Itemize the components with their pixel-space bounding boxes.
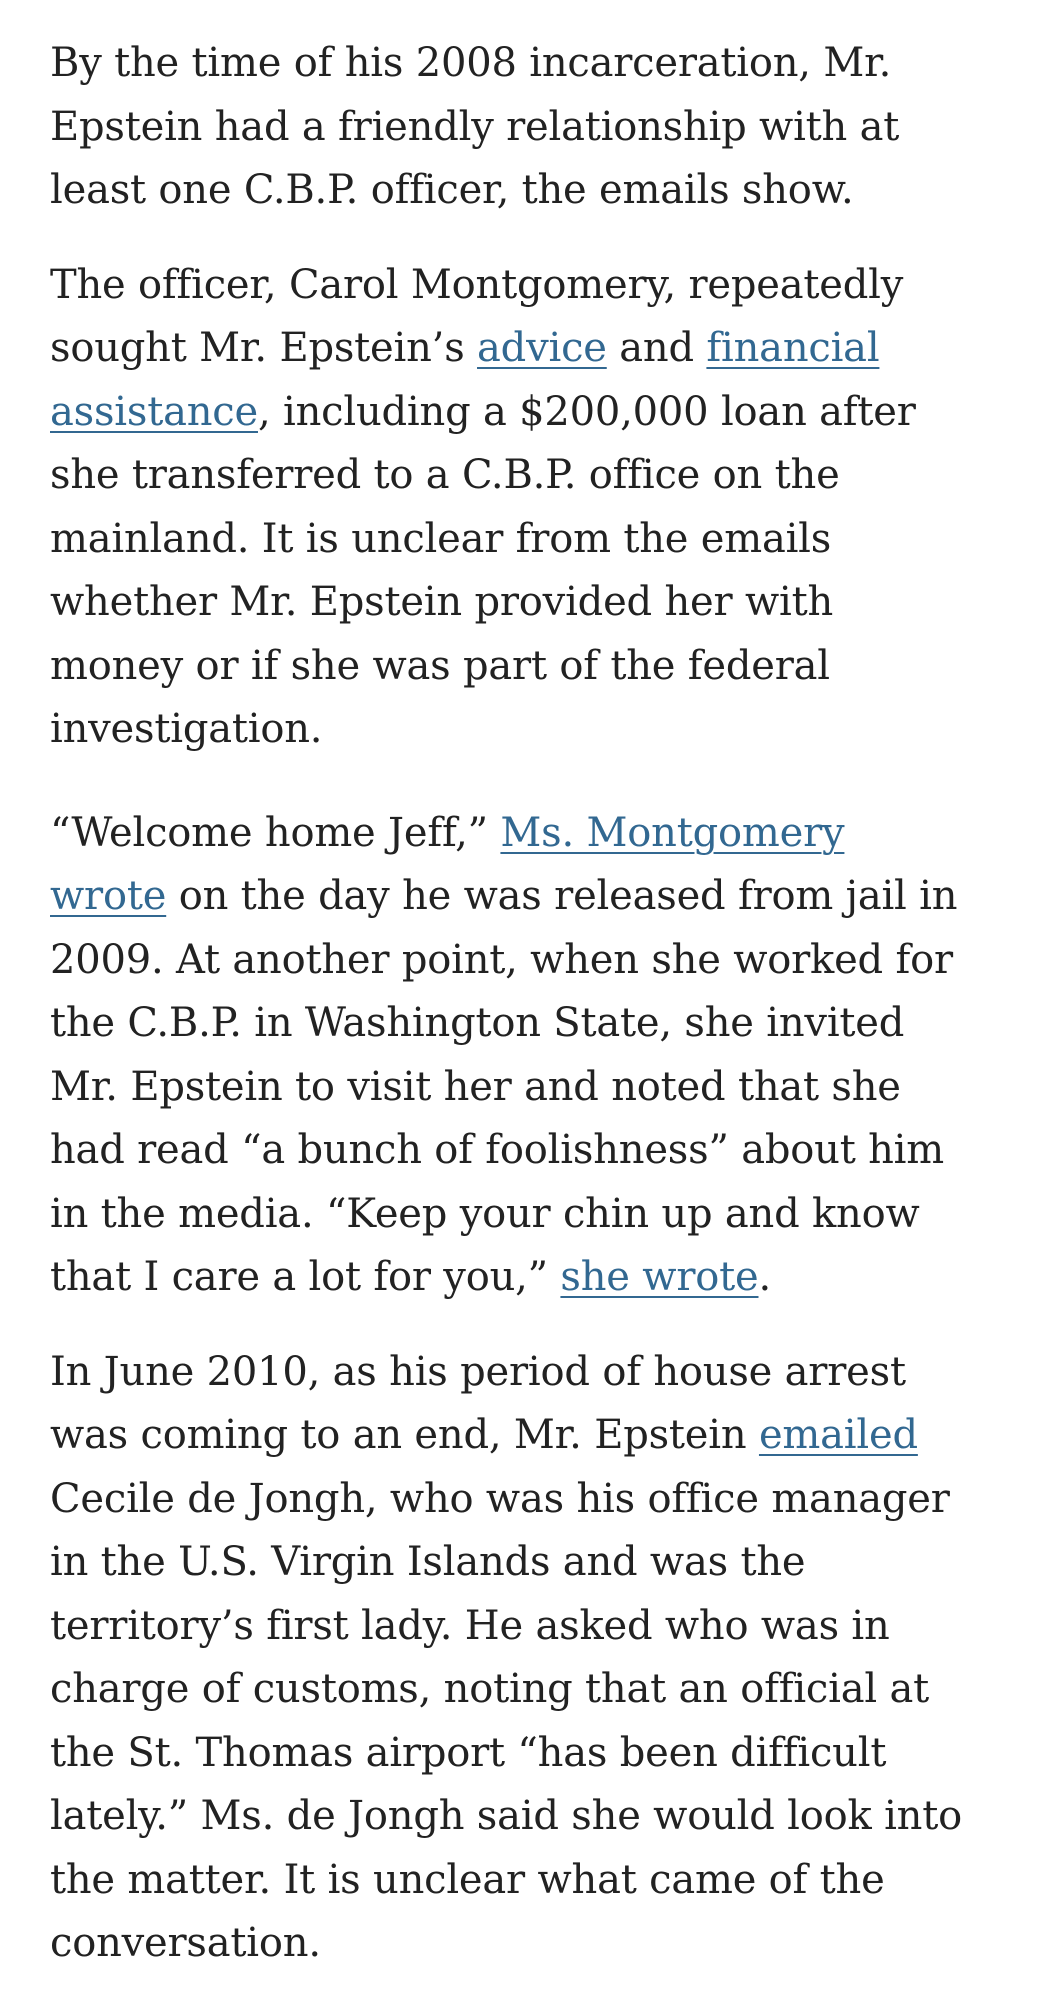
- text-line: [50, 381, 1010, 445]
- advice-link[interactable]: advice: [477, 325, 607, 371]
- paragraph-2: [50, 254, 1010, 762]
- text-line: least one C.B.P. officer, the emails show.: [50, 167, 854, 213]
- text-line: conversation.: [50, 1920, 321, 1966]
- emailed-link[interactable]: emailed: [758, 1412, 918, 1458]
- text-fragment: sought Mr. Epstein’s: [50, 325, 478, 371]
- text-line: had read “a bunch of foolishness” about him: [50, 1127, 944, 1173]
- text-line: [50, 802, 1010, 866]
- text-line: [50, 1246, 1010, 1310]
- text-line: Cecile de Jongh, who was his office manager: [50, 1475, 950, 1522]
- text-line: By the time of his 2008 incarceration, Mr.: [50, 40, 892, 86]
- paragraph-4: [50, 1341, 1010, 1976]
- ms-montgomery-wrote-link-part-2[interactable]: wrote: [50, 873, 167, 919]
- text-fragment: and: [606, 325, 707, 371]
- text-line: The officer, Carol Montgomery, repeatedly: [50, 261, 904, 308]
- text-line: the matter. It is unclear what came of the: [50, 1856, 885, 1903]
- text-fragment: on the day he was released from jail in: [166, 873, 958, 919]
- text-line: In June 2010, as his period of house arrest: [50, 1348, 906, 1395]
- text-line: the St. Thomas airport “has been difficult: [50, 1729, 887, 1776]
- text-line: investigation.: [50, 706, 323, 752]
- text-line: mainland. It is unclear from the emails: [50, 515, 832, 562]
- text-line: in the U.S. Virgin Islands and was the: [50, 1539, 806, 1585]
- she-wrote-link[interactable]: she wrote: [560, 1254, 759, 1300]
- text-line: in the media. “Keep your chin up and know: [50, 1190, 920, 1237]
- text-fragment: that I care a lot for you,”: [50, 1254, 561, 1300]
- text-line: lately.” Ms. de Jongh said she would look into: [50, 1793, 962, 1839]
- text-fragment: was coming to an end, Mr. Epstein: [50, 1412, 759, 1458]
- ms-montgomery-wrote-link-part-1[interactable]: Ms. Montgomery: [500, 809, 845, 856]
- text-line: Epstein had a friendly relationship with at: [50, 103, 900, 150]
- financial-assistance-link-part-1[interactable]: financial: [706, 325, 880, 371]
- text-line: [50, 1404, 1010, 1468]
- text-fragment: , including a $200,000 loan after: [257, 388, 916, 435]
- text-line: money or if she was part of the federal: [50, 642, 830, 689]
- text-line: charge of customs, noting that an official at: [50, 1666, 930, 1712]
- text-line: [50, 317, 1010, 381]
- article-body: [50, 32, 1010, 1976]
- financial-assistance-link-part-2[interactable]: assistance: [50, 388, 258, 435]
- text-line: Mr. Epstein to visit her and noted that she: [50, 1063, 901, 1110]
- text-line: [50, 865, 1010, 929]
- text-line: 2009. At another point, when she worked for: [50, 936, 953, 983]
- paragraph-1: [50, 32, 1010, 223]
- paragraph-3: [50, 802, 1010, 1310]
- text-line: she transferred to a C.B.P. office on the: [50, 452, 840, 498]
- text-line: whether Mr. Epstein provided her with: [50, 579, 834, 625]
- text-fragment: .: [758, 1254, 772, 1300]
- text-line: territory’s first lady. He asked who was in: [50, 1602, 890, 1649]
- text-line: the C.B.P. in Washington State, she invited: [50, 1000, 905, 1046]
- text-fragment: “Welcome home Jeff,”: [50, 809, 501, 856]
